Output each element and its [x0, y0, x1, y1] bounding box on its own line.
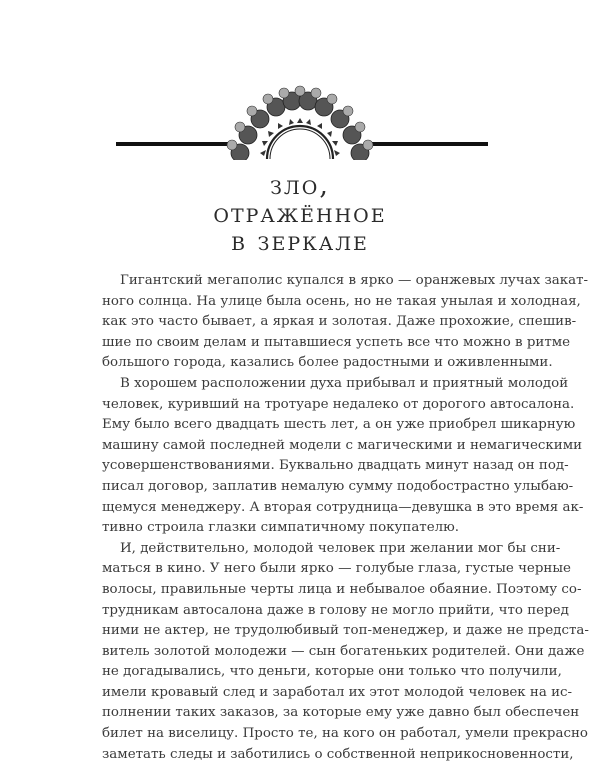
chapter-title-line: в зеркале [231, 226, 369, 257]
text-line: В хорошем расположении духа прибывал и приятный молодой [120, 375, 569, 391]
chapter-title [100, 172, 500, 256]
text-line: заметать следы и заботились о собственной неприкосновенности, [102, 746, 574, 762]
text-line: трудникам автосалона даже в голову не могло прийти, что перед [102, 602, 569, 618]
text-line: тивно строила глазки симпатичному покупателю. [102, 520, 460, 536]
text-line: полнении таких заказов, за которые ему уже давно был обеспечен [102, 705, 580, 721]
text-line: как это часто бывает, а яркая и золотая. Даже прохожие, спешив- [102, 314, 577, 330]
text-line: большого города, казались более радостными и оживленными. [102, 355, 553, 371]
text-line: машину самой последней модели с магическими и немагическими [102, 437, 583, 453]
chapter-title-line: зло, [270, 170, 330, 201]
text-line: маться в кино. У него были ярко — голубые глаза, густые черные [102, 561, 571, 577]
text-line: Ему было всего двадцать шесть лет, а он уже приобрел шикарную [102, 417, 576, 433]
text-line: ними не актер, не трудолюбивый топ-менеджер, и даже не предста- [102, 623, 589, 639]
text-line: щемуся менеджеру. А вторая сотрудница—девушка в это время ак- [102, 499, 584, 515]
text-line: И, действительно, молодой человек при желании мог бы сни- [120, 540, 561, 556]
text-line: Гигантский мегаполис купался в ярко — оранжевых лучах закат- [120, 273, 589, 288]
text-line: билет на виселицу. Просто те, на кого он работал, умели прекрасно [102, 726, 588, 742]
chapter-title-line: отражённое [213, 198, 387, 229]
text-line: имели кровавый след и заработал их этот молодой человек на ис- [102, 684, 573, 700]
text-line: шие по своим делам и пытавшиеся успеть все что можно в ритме [102, 334, 571, 350]
chapter-body-text [102, 271, 589, 765]
text-line: не догадывались, что деньги, которые они только что получили, [102, 664, 562, 680]
text-line: волосы, правильные черты лица и небывалое обаяние. Поэтому со- [102, 581, 582, 597]
text-line: усовершенствованиями. Буквально двадцать минут назад он под- [102, 458, 569, 474]
lace-fan-ornament-icon [110, 85, 490, 160]
text-line: человек, куривший на тротуаре недалеко от дорогого автосалона. [102, 396, 575, 412]
text-line: ного солнца. На улице была осень, но не такая унылая и холодная, [102, 293, 581, 309]
text-line: витель золотой молодежи — сын богатеньких родителей. Они даже [102, 643, 585, 659]
text-line: писал договор, заплатив немалую сумму подобострастно улыбаю- [102, 478, 574, 494]
